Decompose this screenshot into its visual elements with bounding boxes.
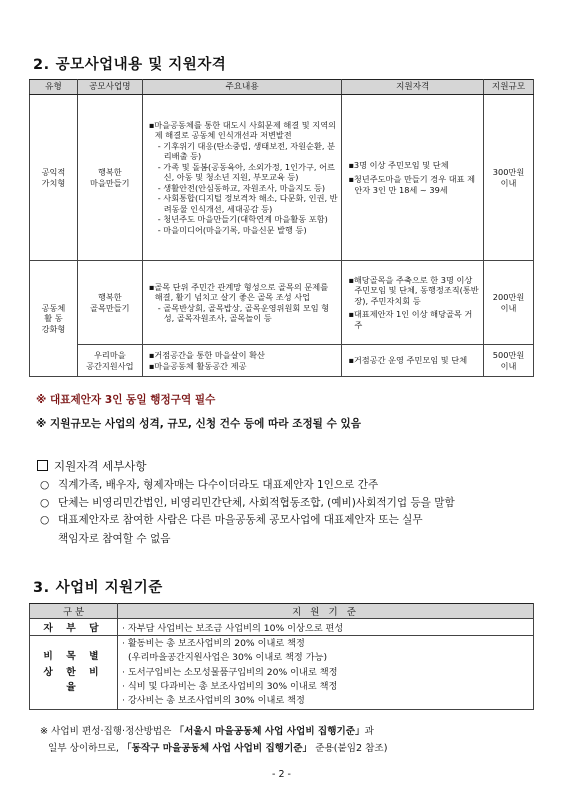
header-category: 구 분 — [30, 604, 118, 619]
qualification-line: ▪청년주도마을 만들기 경우 대표 제안자 3인 만 18세 ~ 39세 — [348, 174, 476, 195]
content-line: - 사회통합(디지털 정보격차 해소, 다문화, 인권, 반려동물 인식개선, 세대공감 등) — [157, 193, 338, 214]
table-header-row — [30, 604, 534, 619]
ratio-line: · 강사비는 총 보조사업비의 30% 이내로 책정 — [122, 695, 305, 706]
eligibility-item-continuation: 책임자로 참여할 수 없음 — [58, 532, 171, 545]
content-line: ▪마을공동체 활동공간 제공 — [148, 360, 247, 371]
section-number: 2. — [33, 57, 50, 73]
content-line: ▪마을공동체를 통한 대도시 사회문제 해결 및 지역의제 해결로 공동체 인식개선과 저변발전 — [148, 119, 337, 141]
table-row — [30, 636, 534, 710]
eligibility-item: 대표제안자로 참여한 사람은 다른 마을공동체 공모사업에 대표제안자 또는 실무 — [58, 514, 423, 527]
ratio-line: (우리마을공간지원사업은 30% 이내로 책정 가능) — [128, 652, 328, 664]
seoul-guideline-ref: 「서울시 마을공동체 사업 사업비 집행기준」 — [174, 726, 365, 737]
section-2-heading — [33, 53, 226, 74]
header-content: 주요내용 — [142, 80, 342, 95]
circle-bullet-icon: ○ — [40, 514, 50, 527]
header-scale: 지원규모 — [484, 80, 534, 95]
self-burden-text: · 자부담 사업비는 보조금 사업비의 10% 이상으로 편성 — [118, 619, 534, 636]
row-scale: 500만원 이내 — [484, 345, 534, 377]
content-line: - 기후위기 대응(탄소중립, 생태보전, 자원순환, 분리배출 등) — [157, 140, 335, 162]
section-number: 3. — [33, 580, 50, 596]
row-qualification — [342, 95, 484, 261]
row-program-name: 행복한 골목만들기 — [77, 261, 142, 345]
content-line: ▪골목 단위 주민간 관계망 형성으로 골목의 문제를 해결, 활기 넘치고 살기 좋은 골목 조성 사업 — [148, 281, 329, 302]
budget-footnote — [40, 724, 387, 758]
qualification-line: ▪거점공간 운영 주민모임 및 단체 — [348, 355, 468, 366]
ratio-label: 비 목 별 상 한 비 율 — [30, 636, 118, 710]
header-qualification: 지원자격 — [342, 80, 484, 95]
section-title: 공모사업내용 및 지원자격 — [55, 57, 227, 73]
ratio-line: · 도서구입비는 소모성물품구입비의 20% 이내로 책정 — [122, 666, 338, 678]
list-item — [38, 498, 538, 509]
table-row — [30, 95, 534, 261]
footnote-text: 일부 상이하므로, — [48, 742, 123, 754]
section-title: 사업비 지원기준 — [55, 580, 163, 596]
ratio-line: · 식비 및 다과비는 총 보조사업비의 30% 이내로 책정 — [122, 680, 338, 692]
row-qualification — [342, 345, 484, 377]
checkbox-square-icon — [37, 460, 48, 471]
content-line: - 청년주도 마을만들기(대학연계 마을활동 포함) — [157, 214, 328, 225]
page-number: - 2 - — [272, 769, 291, 780]
note-scale: ※ 지원규모는 사업의 성격, 규모, 신청 건수 등에 따라 조정될 수 있음 — [36, 418, 361, 430]
table-row — [30, 619, 534, 636]
row-program-name: 우리마을 공간지원사업 — [77, 345, 142, 377]
header-program-name: 공모사업명 — [77, 80, 142, 95]
row-type: 공동체 활 동 강화형 — [30, 261, 78, 377]
row-scale: 200만원 이내 — [484, 261, 534, 345]
support-program-table — [29, 79, 534, 377]
row-content — [142, 261, 342, 345]
dongjak-guideline-ref: 「동작구 마을공동체 사업 사업비 집행기준」 — [122, 742, 313, 754]
row-qualification — [342, 261, 484, 345]
table-row — [30, 345, 534, 377]
list-item — [38, 515, 538, 544]
eligibility-title: 지원자격 세부사항 — [54, 459, 147, 473]
footnote-text: 준용(붙임2 참조) — [312, 742, 388, 754]
table-header-row — [30, 80, 534, 95]
content-line: - 마을미디어(마을기록, 마을신문 발행 등) — [157, 224, 307, 235]
content-line: - 가족 및 돌봄(공동육아, 소외가정, 1인가구, 어르신, 아동 및 청소년 지원, 부모교육 등) — [157, 161, 335, 183]
footnote-text: 과 — [364, 726, 374, 737]
eligibility-item: 직계가족, 배우자, 형제자매는 다수이더라도 대표제안자 1인으로 간주 — [58, 479, 379, 491]
content-line: ▪거점공간을 통한 마을살이 확산 — [148, 350, 265, 360]
content-line: - 골목반상회, 골목밥상, 골목운영위원회 모임 형성, 골목자원조사, 골목놀이 등 — [157, 302, 330, 323]
qualification-line: ▪3명 이상 주민모임 및 단체 — [348, 159, 449, 170]
footnote-text: ※ 사업비 편성·집행·정산방법은 — [40, 726, 175, 737]
qualification-line: ▪해당골목을 주축으로 한 3명 이상 주민모임 및 단체, 동행정조직(통반장), 주민자치회 등 — [348, 274, 479, 306]
circle-bullet-icon: ○ — [40, 479, 50, 491]
row-content — [142, 95, 342, 261]
header-criteria: 지 원 기 준 — [118, 604, 534, 619]
ratio-lines — [118, 636, 534, 710]
row-type: 공익적 가치형 — [30, 95, 78, 261]
eligibility-item: 단체는 비영리민간법인, 비영리민간단체, 사회적협동조합, (예비)사회적기업 등을 말함 — [58, 496, 455, 509]
circle-bullet-icon: ○ — [40, 496, 50, 509]
eligibility-list — [38, 480, 538, 551]
budget-criteria-table — [29, 603, 534, 710]
table-row — [30, 261, 534, 345]
self-burden-label: 자 부 담 — [30, 619, 118, 636]
section-3-heading — [33, 576, 163, 597]
ratio-line: · 활동비는 총 보조사업비의 20% 이내로 책정 — [122, 638, 305, 649]
content-line: - 생활안전(안심동하교, 자원조사, 마을지도 등) — [157, 182, 326, 193]
list-item — [38, 480, 538, 491]
row-program-name: 행복한 마을만들기 — [77, 95, 142, 261]
note-representative: ※ 대표제안자 3인 동일 행정구역 필수 — [36, 394, 216, 406]
eligibility-heading — [37, 458, 147, 474]
qualification-line: ▪대표제안자 1인 이상 해당골목 거주 — [348, 309, 473, 330]
header-type: 유형 — [30, 80, 78, 95]
row-content — [142, 345, 342, 377]
row-scale: 300만원 이내 — [484, 95, 534, 261]
